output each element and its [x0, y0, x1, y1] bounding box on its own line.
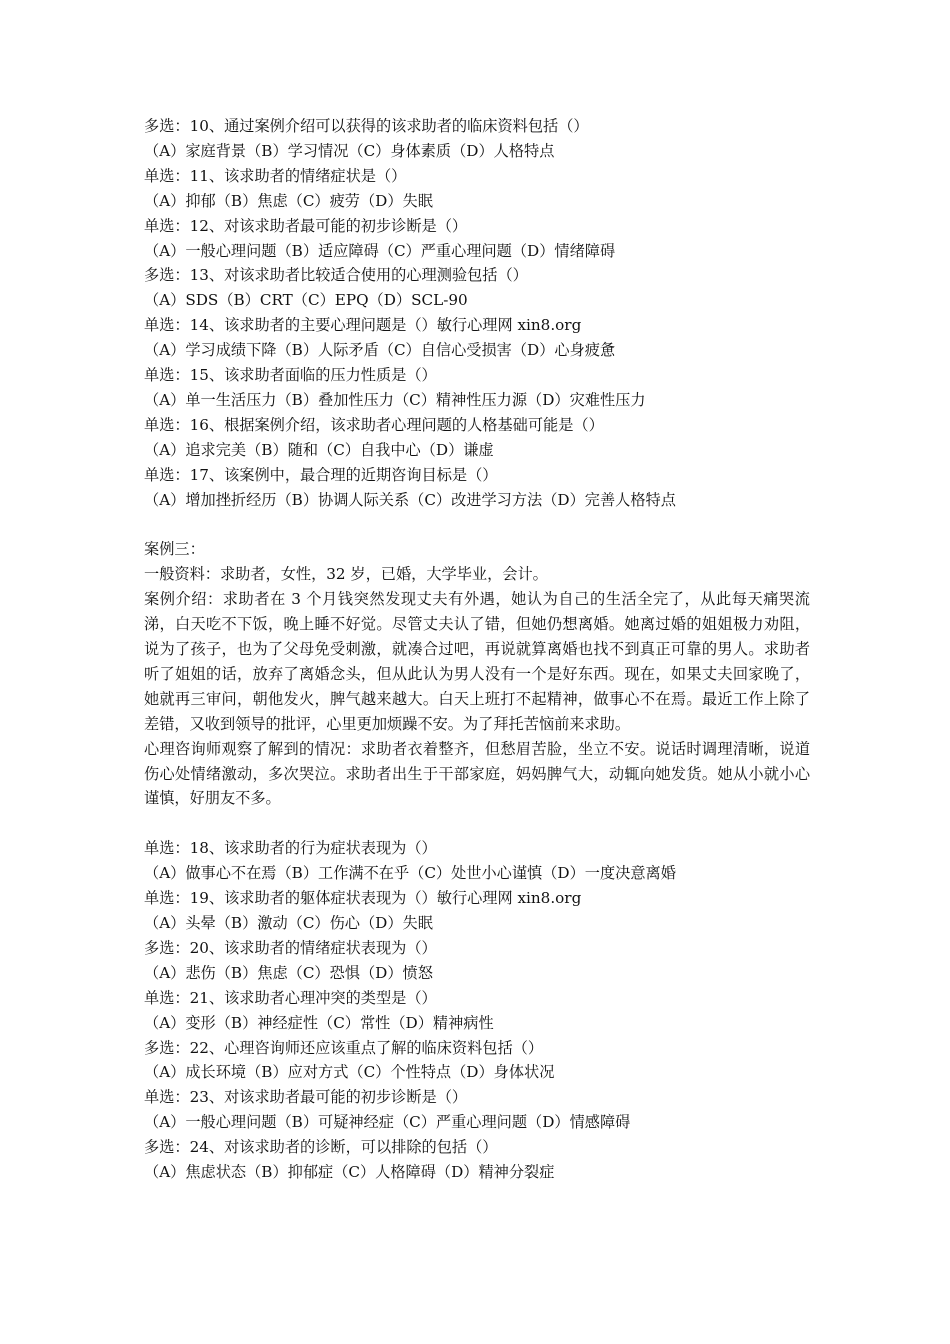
question-15: 单选：15、该求助者面临的压力性质是（） [144, 366, 437, 385]
question-12: 单选：12、对该求助者最可能的初步诊断是（） [144, 216, 468, 235]
question-18: 单选：18、该求助者的行为症状表现为（） [144, 839, 437, 858]
blank-line [144, 811, 810, 836]
question-21: 单选：21、该求助者心理冲突的类型是（） [144, 988, 437, 1007]
options-16: （A）追求完美（B）随和（C）自我中心（D）谦虚 [144, 440, 494, 459]
options-24: （A）焦虑状态（B）抑郁症（C）人格障碍（D）精神分裂症 [144, 1163, 555, 1182]
case-general-info: 一般资料：求助者，女性，32 岁，已婚，大学毕业，会计。 [144, 565, 548, 584]
question-24: 多选：24、对该求助者的诊断，可以排除的包括（） [144, 1138, 498, 1157]
question-14: 单选：14、该求助者的主要心理问题是（）敏行心理网 xin8.org [144, 316, 582, 335]
case-title: 案例三： [144, 540, 205, 559]
question-20: 多选：20、该求助者的情绪症状表现为（） [144, 938, 437, 957]
counselor-observation: 心理咨询师观察了解到的情况：求助者衣着整齐，但愁眉苦脸，坐立不安。说话时调理清晰，说道伤心处情绪激动，多次哭泣。求助者出生于干部家庭，妈妈脾气大，动辄向她发货。她从小就小心谨慎，好朋友不多。 [144, 739, 810, 808]
options-21: （A）变形（B）神经症性（C）常性（D）精神病性 [144, 1013, 494, 1032]
question-23: 单选：23、对该求助者最可能的初步诊断是（） [144, 1088, 468, 1107]
question-19: 单选：19、该求助者的躯体症状表现为（）敏行心理网 xin8.org [144, 889, 582, 908]
options-17: （A）增加挫折经历（B）协调人际关系（C）改进学习方法（D）完善人格特点 [144, 490, 676, 509]
question-22: 多选：22、心理咨询师还应该重点了解的临床资料包括（） [144, 1038, 544, 1057]
options-14: （A）学习成绩下降（B）人际矛盾（C）自信心受损害（D）心身疲惫 [144, 341, 616, 360]
question-13: 多选：13、对该求助者比较适合使用的心理测验包括（） [144, 266, 528, 285]
options-20: （A）悲伤（B）焦虑（C）恐惧（D）愤怒 [144, 963, 433, 982]
question-11: 单选：11、该求助者的情绪症状是（） [144, 166, 407, 185]
options-18: （A）做事心不在焉（B）工作满不在乎（C）处世小心谨慎（D）一度决意离婚 [144, 864, 676, 883]
case-three [144, 537, 810, 811]
options-19: （A）头晕（B）激动（C）伤心（D）失眠 [144, 913, 433, 932]
question-10: 多选：10、通过案例介绍可以获得的该求助者的临床资料包括（） [144, 117, 589, 135]
options-13: （A）SDS（B）CRT（C）EPQ（D）SCL-90 [144, 291, 468, 310]
blank-line [144, 513, 810, 538]
question-block-1 [144, 114, 810, 513]
options-15: （A）单一生活压力（B）叠加性压力（C）精神性压力源（D）灾难性压力 [144, 390, 646, 409]
options-10: （A）家庭背景（B）学习情况（C）身体素质（D）人格特点 [144, 141, 555, 160]
options-23: （A）一般心理问题（B）可疑神经症（C）严重心理问题（D）情感障碍 [144, 1113, 631, 1132]
document-body [144, 114, 810, 1185]
question-block-2 [144, 836, 810, 1185]
options-12: （A）一般心理问题（B）适应障碍（C）严重心理问题（D）情绪障碍 [144, 241, 616, 260]
options-22: （A）成长环境（B）应对方式（C）个性特点（D）身体状况 [144, 1063, 555, 1082]
case-introduction: 案例介绍：求助者在 3 个月钱突然发现丈夫有外遇，她认为自己的生活全完了，从此每天痛哭流涕，白天吃不下饭，晚上睡不好觉。尽管丈夫认了错，但她仍想离婚。她离过婚的姐姐极力劝阻，说为了孩子，也为了父母免受刺激，就凑合过吧，再说就算离婚也找不到真正可靠的男人。求助者听了姐姐的话，放弃了离婚念头，但从此认为男人没有一个是好东西。现在，如果丈夫回家晚了，她就再三审问，朝他发火，脾气越来越大。白天上班打不起精神，做事心不在焉。最近工作上除了差错，又收到领导的批评，心里更加烦躁不安。为了拜托苦恼前来求助。 [144, 590, 810, 733]
options-11: （A）抑郁（B）焦虑（C）疲劳（D）失眠 [144, 191, 433, 210]
question-17: 单选：17、该案例中，最合理的近期咨询目标是（） [144, 465, 498, 484]
question-16: 单选：16、根据案例介绍，该求助者心理问题的人格基础可能是（） [144, 415, 604, 434]
